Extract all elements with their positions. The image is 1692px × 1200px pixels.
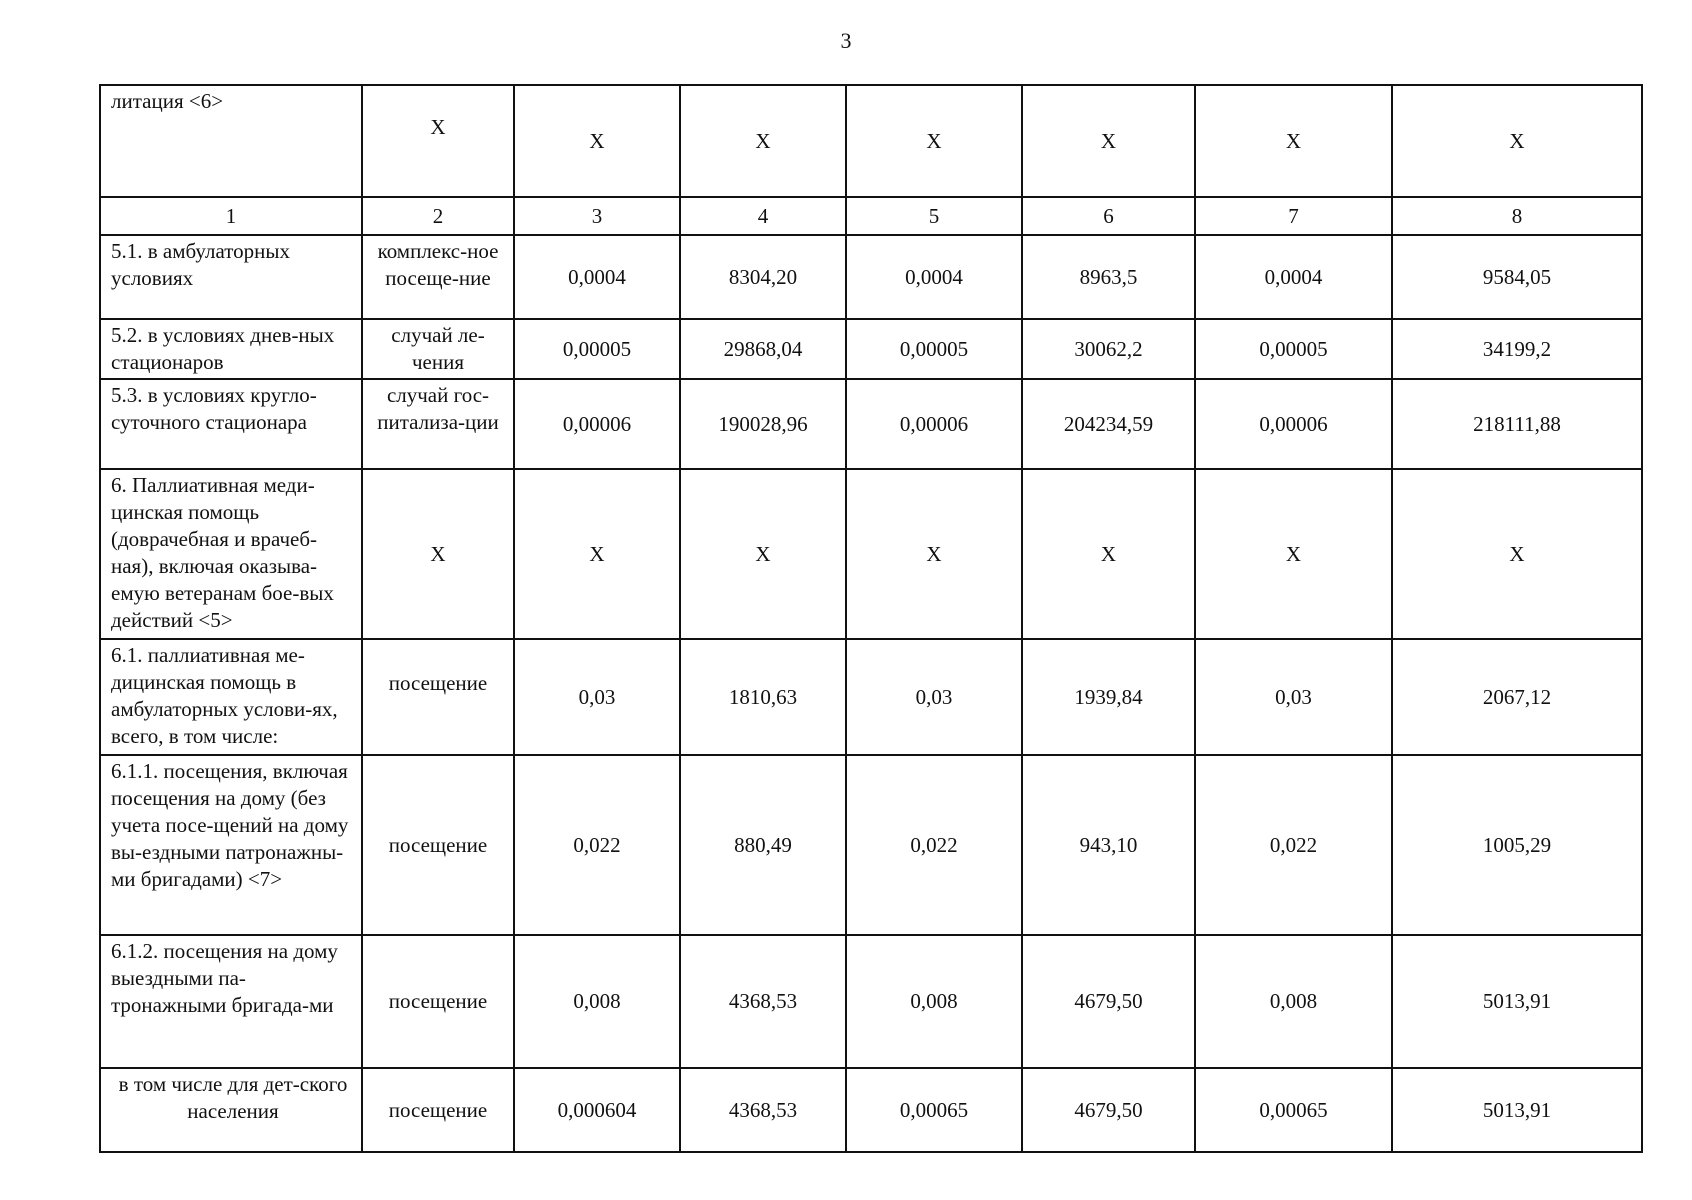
- table-row: [100, 469, 1642, 639]
- value-cell: 0,03: [846, 639, 1022, 755]
- table-row: [100, 935, 1642, 1068]
- table-row: [100, 319, 1642, 379]
- value-cell: 0,00065: [1195, 1068, 1392, 1152]
- value-cell: 0,03: [1195, 639, 1392, 755]
- value-cell: 4368,53: [680, 935, 846, 1068]
- column-number: 8: [1392, 197, 1642, 235]
- value-cell: 0,022: [846, 755, 1022, 935]
- table-row: [100, 379, 1642, 469]
- unit-cell: посещение: [362, 1068, 514, 1152]
- unit-cell: X: [362, 85, 514, 197]
- column-number: 3: [514, 197, 680, 235]
- value-cell: 0,008: [514, 935, 680, 1068]
- value-cell: 4368,53: [680, 1068, 846, 1152]
- value-cell: 0,00065: [846, 1068, 1022, 1152]
- table-row: [100, 1068, 1642, 1152]
- unit-cell: посещение: [362, 639, 514, 755]
- table-row: [100, 639, 1642, 755]
- unit-cell: случай гос-питализа-ции: [362, 379, 514, 469]
- row-label: литация <6>: [100, 85, 362, 197]
- unit-cell: X: [362, 469, 514, 639]
- value-cell: 0,00005: [514, 319, 680, 379]
- value-cell: 8304,20: [680, 235, 846, 319]
- value-cell: 4679,50: [1022, 1068, 1195, 1152]
- value-cell: 0,0004: [1195, 235, 1392, 319]
- value-cell: 1005,29: [1392, 755, 1642, 935]
- value-cell: X: [1022, 85, 1195, 197]
- row-label: 6.1.2. посещения на дому выездными па-тронажными бригада-ми: [100, 935, 362, 1068]
- value-cell: 0,00005: [1195, 319, 1392, 379]
- value-cell: 0,03: [514, 639, 680, 755]
- value-cell: 190028,96: [680, 379, 846, 469]
- value-cell: 30062,2: [1022, 319, 1195, 379]
- value-cell: 1939,84: [1022, 639, 1195, 755]
- row-label: 6.1.1. посещения, включая посещения на дому (без учета посе-щений на дому вы-ездными патронажны-ми бригадами) <7>: [100, 755, 362, 935]
- unit-cell: комплекс-ное посеще-ние: [362, 235, 514, 319]
- table-row: [100, 85, 1642, 197]
- value-cell: 0,022: [514, 755, 680, 935]
- value-cell: 4679,50: [1022, 935, 1195, 1068]
- value-cell: 0,0004: [846, 235, 1022, 319]
- unit-cell: случай ле-чения: [362, 319, 514, 379]
- value-cell: 880,49: [680, 755, 846, 935]
- value-cell: X: [846, 469, 1022, 639]
- value-cell: X: [680, 469, 846, 639]
- row-label: 5.1. в амбулаторных условиях: [100, 235, 362, 319]
- value-cell: X: [1392, 469, 1642, 639]
- value-cell: 1810,63: [680, 639, 846, 755]
- column-number: 5: [846, 197, 1022, 235]
- column-number: 1: [100, 197, 362, 235]
- table-row: [100, 755, 1642, 935]
- value-cell: X: [1195, 469, 1392, 639]
- column-number: 6: [1022, 197, 1195, 235]
- value-cell: 8963,5: [1022, 235, 1195, 319]
- row-label: 5.3. в условиях кругло-суточного стационара: [100, 379, 362, 469]
- value-cell: X: [680, 85, 846, 197]
- column-number-row: [100, 197, 1642, 235]
- table-row: [100, 235, 1642, 319]
- value-cell: 0,008: [846, 935, 1022, 1068]
- value-cell: 0,00006: [846, 379, 1022, 469]
- value-cell: 0,00006: [1195, 379, 1392, 469]
- value-cell: 943,10: [1022, 755, 1195, 935]
- unit-cell: посещение: [362, 755, 514, 935]
- value-cell: 29868,04: [680, 319, 846, 379]
- value-cell: X: [846, 85, 1022, 197]
- page-number: 3: [840, 28, 852, 53]
- value-cell: 9584,05: [1392, 235, 1642, 319]
- value-cell: 2067,12: [1392, 639, 1642, 755]
- value-cell: X: [514, 85, 680, 197]
- value-cell: 0,0004: [514, 235, 680, 319]
- column-number: 2: [362, 197, 514, 235]
- row-label: в том числе для дет-ского населения: [100, 1068, 362, 1152]
- column-number: 4: [680, 197, 846, 235]
- value-cell: 5013,91: [1392, 935, 1642, 1068]
- value-cell: X: [1392, 85, 1642, 197]
- value-cell: 0,000604: [514, 1068, 680, 1152]
- value-cell: 0,00006: [514, 379, 680, 469]
- value-cell: X: [514, 469, 680, 639]
- row-label: 6. Паллиативная меди-цинская помощь (доврачебная и врачеб-ная), включая оказыва-емую ветеранам бое-вых действий <5>: [100, 469, 362, 639]
- value-cell: 0,022: [1195, 755, 1392, 935]
- unit-cell: посещение: [362, 935, 514, 1068]
- value-cell: 5013,91: [1392, 1068, 1642, 1152]
- row-label: 5.2. в условиях днев-ных стационаров: [100, 319, 362, 379]
- value-cell: X: [1195, 85, 1392, 197]
- column-number: 7: [1195, 197, 1392, 235]
- value-cell: 218111,88: [1392, 379, 1642, 469]
- value-cell: 0,00005: [846, 319, 1022, 379]
- value-cell: 0,008: [1195, 935, 1392, 1068]
- value-cell: 34199,2: [1392, 319, 1642, 379]
- value-cell: X: [1022, 469, 1195, 639]
- row-label: 6.1. паллиативная ме-дицинская помощь в амбулаторных услови-ях, всего, в том числе:: [100, 639, 362, 755]
- value-cell: 204234,59: [1022, 379, 1195, 469]
- data-table: [99, 84, 1643, 1153]
